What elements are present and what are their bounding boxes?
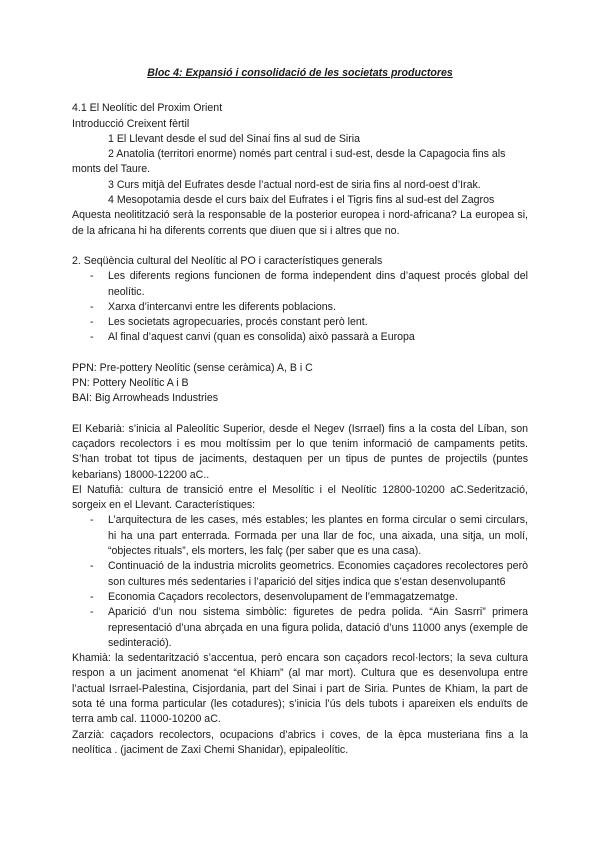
- list-item: - L’arquitectura de les cases, més estables; les plantes en forma circular o semi circulars, hi ha una part enterrada. Formada per una llar de foc, una aixada, una sitja, un molí, “objectes rituals”, els morters, les falç (per saber que es una casa).: [72, 513, 528, 559]
- list-item: - Al final d’aquest canvi (quan es consolida) això passarà a Europa: [72, 330, 528, 345]
- document-page: [72, 66, 528, 758]
- region-item: 4 Mesopotamia desde el curs baix del Eufrates i el Tigris fins al sud-est del Zagros: [108, 194, 495, 207]
- kebaria-paragraph: El Kebarià: s’inicia al Paleolític Superior, desde el Negev (Isrrael) fins a la costa del Líban, son caçadors recolectors i es mou moltíssim per lo que tenim informació de campaments petits. S’han trobat tot tipus de jaciments, destaquen per un tipus de puntes de projectils (puntes kebarians) 18000-12200 aC..: [72, 422, 528, 481]
- region-item: 3 Curs mitjà del Eufrates desde l’actual nord-est de siria fins al nord-oest d’Irak.: [108, 178, 481, 191]
- abbreviation-bai: BAI: Big Arrowheads Industries: [72, 392, 219, 405]
- section-1-heading: 4.1 El Neolític del Proxim Orient: [72, 102, 223, 115]
- section-2-heading: 2. Seqüència cultural del Neolític al PO i característiques generals: [72, 254, 383, 267]
- natufia-paragraph: El Natufià: cultura de transició entre el Mesolític i el Neolític 12800-10200 aC.Sederització, sorgeix en el Llevant. Característiques:: [72, 483, 528, 512]
- section-1-intro: Introducció Creixent fèrtil: [72, 117, 190, 130]
- zarzia-paragraph: Zarzià: caçadors recolectors, ocupacions d’abrics i coves, de la èpca musteriana fins a la neolítica . (jaciment de Zaxi Chemi Shanidar), epipaleolític.: [72, 728, 528, 756]
- region-item: 2 Anatolia (territori enorme) només part central i sud-est, desde la Capagocia fins als monts del Taure.: [72, 148, 506, 176]
- list-item: - Economia Caçadors recolectors, desenvolupament de l’emmagatzematge.: [72, 590, 528, 605]
- list-item: - Les societats agropecuaries, procés constant però lent.: [72, 315, 528, 330]
- abbreviation-pn: PN: Pottery Neolític A i B: [72, 377, 189, 390]
- section-1-paragraph: Aquesta neolitització serà la responsable de la posterior europea i nord-africana? La europea si, de la africana hi ha diferents corrents que diuen que si i altres que no.: [72, 209, 528, 237]
- list-item: - Les diferents regions funcionen de forma independent dins d’aquest procés global del neolític.: [72, 269, 528, 300]
- abbreviation-ppn: PPN: Pre-pottery Neolític (sense ceràmica) A, B i C: [72, 361, 313, 374]
- list-item: - Xarxa d’intercanvi entre les diferents poblacions.: [72, 300, 528, 315]
- list-item: - Continuació de la industria microlits geometrics. Economies caçadores recolectores però son cultures més sedentaries i l’aparició del sitjes indica que s’estan desenvolupant6: [72, 559, 528, 590]
- natufia-list: [72, 513, 528, 651]
- section-2-list: [72, 269, 528, 345]
- khamia-paragraph: Khamià: la sedentarització s’accentua, però encara son caçadors recol·lectors; la seva cultura respon a un jaciment anomenat “el Khiam” (al mar mort). Cultura que es desenvolupa entre l’actual Isrrael-Palestina, Cisjordania, part del Sinai i part de Siria. Puntes de Khiam, la part de sota té una forma particular (les cotadures); s’inicia l’ús dels tubots i apareixen els enduïts de terra amb cal. 11000-10200 aC.: [72, 652, 528, 726]
- region-item: 1 El Llevant desde el sud del Sinaí fins al sud de Siria: [108, 132, 361, 145]
- document-title: Bloc 4: Expansió i consolidació de les societats productores: [147, 67, 453, 79]
- list-item: - Aparició d’un nou sistema simbòlic: figuretes de pedra polida. “Ain Sasrri” primera representació d’una abrçada en una figura polida, datació d’uns 11000 anys (exemple de sedinteració).: [72, 605, 528, 651]
